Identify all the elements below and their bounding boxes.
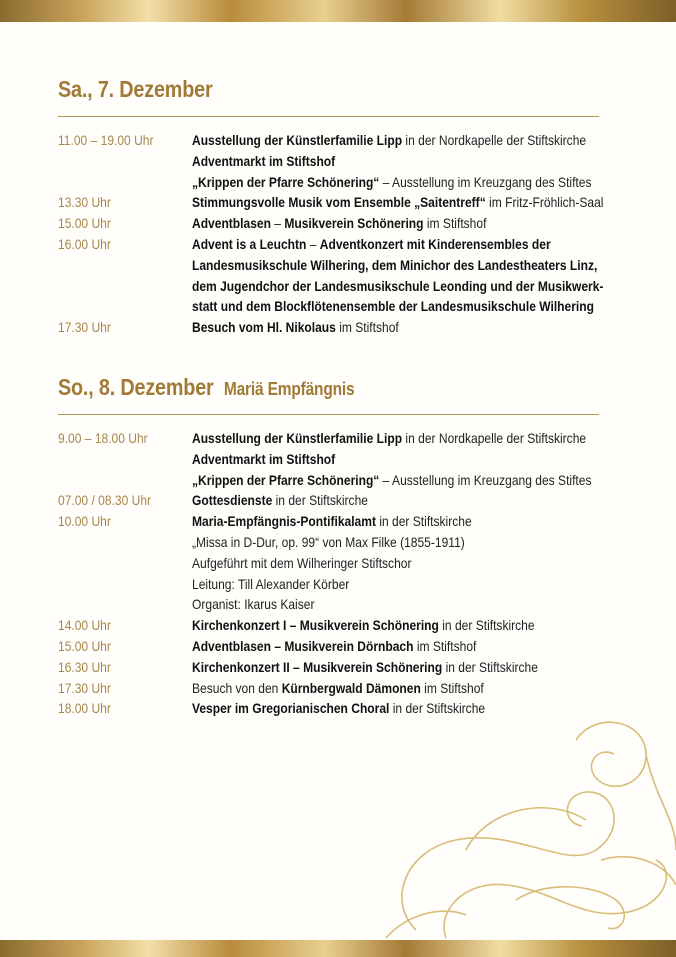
event-time: 17.30 Uhr <box>58 319 111 336</box>
event-description <box>192 192 632 213</box>
event-description <box>192 130 632 192</box>
event-description <box>192 490 618 511</box>
event-list <box>58 428 618 719</box>
day-section-so-8-dezember <box>58 374 618 719</box>
event-row <box>58 615 618 636</box>
event-text-bold: Ausstellung der Künstlerfamilie Lipp <box>192 132 403 148</box>
event-row <box>58 130 618 192</box>
event-text-bold: Gottesdienste <box>192 492 273 509</box>
event-text: – Ausstellung im Kreuzgang des Stiftes <box>379 173 592 190</box>
event-text: in der Nordkapelle der Stiftskirche <box>402 132 587 148</box>
event-row <box>58 511 618 615</box>
event-text-bold: Adventkonzert mit Kinderensembles der <box>319 235 551 252</box>
event-time: 14.00 Uhr <box>58 617 111 634</box>
event-time: 10.00 Uhr <box>58 513 111 530</box>
event-text: Organist: Ikarus Kaiser <box>192 596 315 613</box>
event-text-bold: Vesper im Gregorianischen Choral <box>192 700 390 717</box>
gold-bottom-band <box>0 940 676 957</box>
event-text-bold: Adventmarkt im Stiftshof <box>192 450 336 467</box>
event-text-bold: Kirchenkonzert I – Musikverein Schönering <box>192 617 439 634</box>
event-text: im Stiftshof <box>423 215 487 232</box>
event-time: 9.00 – 18.00 Uhr <box>58 430 148 446</box>
event-text: in der Stiftskirche <box>442 658 538 675</box>
event-time: 16.30 Uhr <box>58 658 111 675</box>
divider <box>58 116 599 117</box>
event-description <box>192 615 618 636</box>
event-text: im Stiftshof <box>413 637 477 654</box>
event-text-bold: „Krippen der Pfarre Schönering“ <box>192 471 380 488</box>
event-text: im Stiftshof <box>335 319 399 336</box>
event-row <box>58 317 618 338</box>
event-row <box>58 428 618 490</box>
event-text-bold: Advent is a Leuchtn <box>192 235 307 252</box>
event-text-bold: Maria-Empfängnis-Pontifikalamt <box>192 513 376 530</box>
event-time: 07.00 / 08.30 Uhr <box>58 492 152 509</box>
event-text-bold: Besuch vom Hl. Nikolaus <box>192 319 336 336</box>
day-heading: So., 8. Dezember Mariä Empfängnis <box>58 374 355 400</box>
divider <box>58 414 599 415</box>
event-time: 11.00 – 19.00 Uhr <box>58 132 154 148</box>
event-description <box>192 678 618 699</box>
event-description <box>192 636 618 657</box>
event-time: 18.00 Uhr <box>58 700 111 717</box>
event-text: in der Stiftskirche <box>389 700 486 717</box>
event-description <box>192 428 632 490</box>
event-text: im Fritz-Fröhlich-Saal <box>485 194 604 211</box>
event-text: im Stiftshof <box>420 679 484 696</box>
event-text-bold: dem Jugendchor der Landesmusikschule Leonding und der Musikwerk- <box>192 277 604 294</box>
event-row <box>58 192 618 213</box>
event-row <box>58 657 618 678</box>
event-text: Aufgeführt mit dem Wilheringer Stiftschor <box>192 554 412 571</box>
event-description <box>192 317 618 338</box>
event-text-bold: statt und dem Blockflötenensemble der Landesmusikschule Wilhering <box>192 298 594 315</box>
event-text: in der Nordkapelle der Stiftskirche <box>402 430 587 446</box>
gold-top-band <box>0 0 676 22</box>
day-section-sa-7-dezember <box>58 76 618 338</box>
event-text-bold: Ausstellung der Künstlerfamilie Lipp <box>192 430 403 446</box>
event-text-bold: Kirchenkonzert II – Musikverein Schönering <box>192 658 443 675</box>
event-text: Leitung: Till Alexander Körber <box>192 575 350 592</box>
event-row <box>58 490 618 511</box>
event-text-bold: Adventmarkt im Stiftshof <box>192 152 336 169</box>
event-description <box>192 657 618 678</box>
event-description <box>192 234 632 317</box>
event-time: 15.00 Uhr <box>58 637 111 654</box>
event-text: in der Stiftskirche <box>375 513 472 530</box>
event-text-bold: Landesmusikschule Wilhering, dem Minichor des Landestheaters Linz, <box>192 256 598 273</box>
gold-swirl-ornament-icon <box>346 700 676 940</box>
event-description <box>192 511 618 615</box>
event-time: 16.00 Uhr <box>58 235 111 252</box>
event-text-bold: „Krippen der Pfarre Schönering“ <box>192 173 380 190</box>
event-text: – Ausstellung im Kreuzgang des Stiftes <box>379 471 592 488</box>
event-description <box>192 213 618 234</box>
event-row <box>58 636 618 657</box>
event-text: in der Stiftskirche <box>272 492 368 509</box>
event-text-bold: Adventblasen – Musikverein Dörnbach <box>192 637 414 654</box>
event-text-bold: Musikverein Schönering <box>284 215 424 232</box>
day-heading: Sa., 7. Dezember <box>58 76 213 102</box>
event-text: in der Stiftskirche <box>438 617 535 634</box>
event-list <box>58 130 618 338</box>
event-row <box>58 213 618 234</box>
event-text: „Missa in D-Dur, op. 99“ von Max Filke (1855-1911) <box>192 533 465 550</box>
event-time: 15.00 Uhr <box>58 215 111 232</box>
event-text: Besuch von den <box>192 679 282 696</box>
event-text-bold: Kürnbergwald Dämonen <box>281 679 421 696</box>
event-time: 13.30 Uhr <box>58 194 111 211</box>
event-text: – <box>270 215 285 232</box>
event-text-bold: Adventblasen <box>192 215 271 232</box>
event-text-bold: Stimmungsvolle Musik vom Ensemble „Saitentreff“ <box>192 194 486 211</box>
event-row <box>58 678 618 699</box>
event-time: 17.30 Uhr <box>58 679 111 696</box>
feast-subtitle: Mariä Empfängnis <box>223 379 355 399</box>
event-row <box>58 234 618 317</box>
event-text: – <box>306 235 320 252</box>
